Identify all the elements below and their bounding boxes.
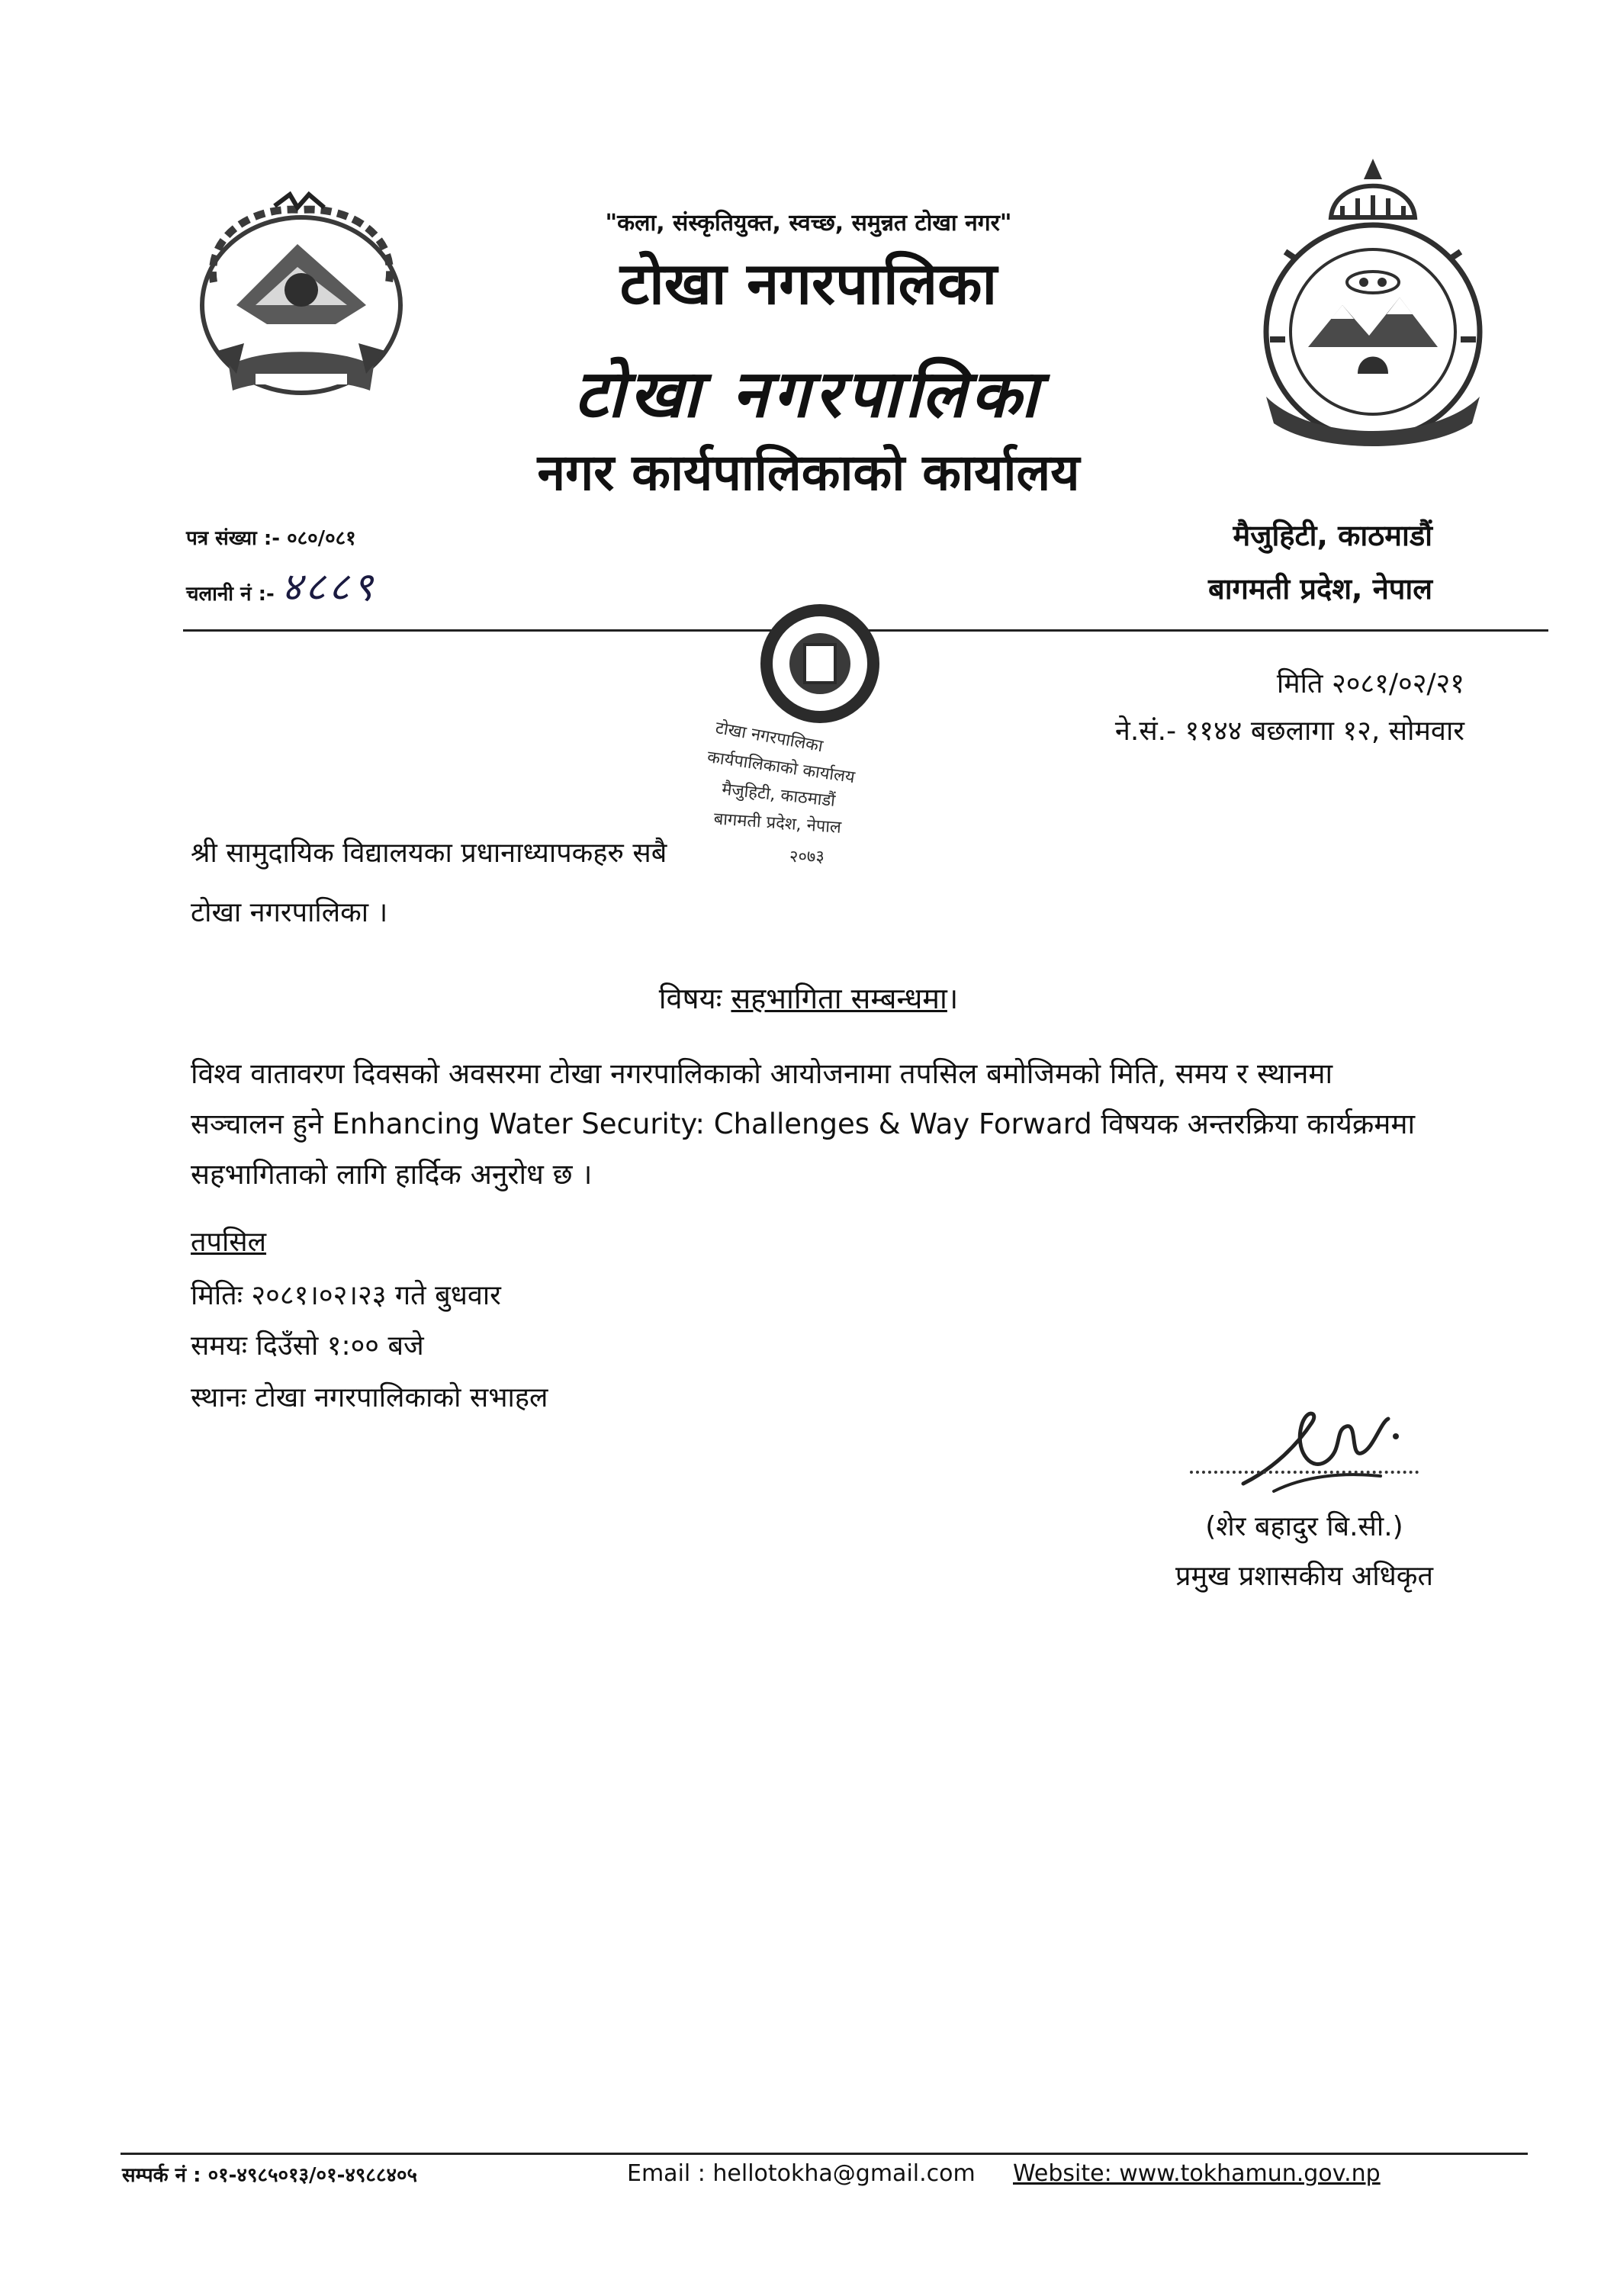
address-line-1: मैजुहिटी, काठमाडौं <box>1233 519 1432 552</box>
stamp-line-3: मैजुहिटी, काठमाडौं <box>721 780 837 811</box>
stamp-line-5: २०७३ <box>789 847 825 867</box>
event-venue: स्थानः टोखा नगरपालिकाको सभाहल <box>191 1382 548 1413</box>
stamp-line-4: बागमती प्रदेश, नेपाल <box>712 809 842 838</box>
dispatch-number-handwritten: ४८८९ <box>281 564 376 610</box>
handwritten-signature <box>1228 1400 1403 1507</box>
letter-number-label: पत्र संख्या :- <box>186 527 281 550</box>
body-paragraph <box>191 1049 1480 1200</box>
event-date: मितिः २०८१।०२।२३ गते बुधवार <box>191 1280 501 1311</box>
recipient-line-2: टोखा नगरपालिका । <box>191 897 388 928</box>
stamp-line-2: कार्यपालिकाको कार्यालय <box>706 748 857 788</box>
letter-number-value: ०८०/०८१ <box>287 527 356 550</box>
municipality-name-calligraphy: टोखा नगरपालिका <box>574 355 1043 433</box>
details-heading: तपसिल <box>191 1227 267 1258</box>
office-name: नगर कार्यपालिकाको कार्यालय <box>537 443 1080 502</box>
footer-contact: सम्पर्क नं : ०१-४९८५०१३/०१-४९८८४०५ <box>122 2164 418 2187</box>
address-line-2: बागमती प्रदेश, नेपाल <box>1208 572 1432 606</box>
subject-line <box>0 978 1617 1018</box>
dispatch-number <box>186 558 376 613</box>
municipality-slogan: "कला, संस्कृतियुक्त, स्वच्छ, समुन्नत टोखा नगर" <box>605 210 1012 236</box>
subject-end: । <box>947 982 959 1015</box>
letter-number <box>186 523 356 551</box>
footer-email: Email : hellotokha@gmail.com <box>627 2160 976 2187</box>
body-line-3: सहभागिताको लागि हार्दिक अनुरोध छ । <box>191 1158 593 1191</box>
body-line-2: सञ्चालन हुने Enhancing Water Security: Challenges & Way Forward विषयक अन्तरक्रिया कार्यक्रममा <box>191 1108 1416 1140</box>
stamp-line-1: टोखा नगरपालिका <box>714 718 825 757</box>
date-nepal-sambat: ने.सं.- ११४४ बछलागा १२, सोमवार <box>1114 715 1464 747</box>
date-bs: मिति २०८१/०२/२१ <box>1276 668 1464 699</box>
signatory-title: प्रमुख प्रशासकीय अधिकृत <box>1175 1561 1433 1592</box>
office-stamp <box>690 603 950 892</box>
municipality-name: टोखा नगरपालिका <box>619 249 998 317</box>
subject-text: सहभागिता सम्बन्धमा <box>731 982 947 1015</box>
recipient-line-1: श्री सामुदायिक विद्यालयका प्रधानाध्यापकहरु सबै <box>191 838 667 869</box>
subject-label: विषयः <box>658 982 722 1015</box>
signature-line <box>1190 1471 1419 1474</box>
body-line-1: विश्व वातावरण दिवसको अवसरमा टोखा नगरपालिकाको आयोजनामा तपसिल बमोजिमको मिति, समय र स्थानमा <box>191 1057 1333 1090</box>
signatory-name: (शेर बहादुर बि.सी.) <box>1205 1511 1403 1542</box>
footer-website: Website: www.tokhamun.gov.np <box>1013 2160 1381 2187</box>
dispatch-number-label: चलानी नं :- <box>186 583 275 606</box>
footer-divider <box>121 2153 1528 2155</box>
event-time: समयः दिउँसो १:०० बजे <box>191 1330 424 1362</box>
